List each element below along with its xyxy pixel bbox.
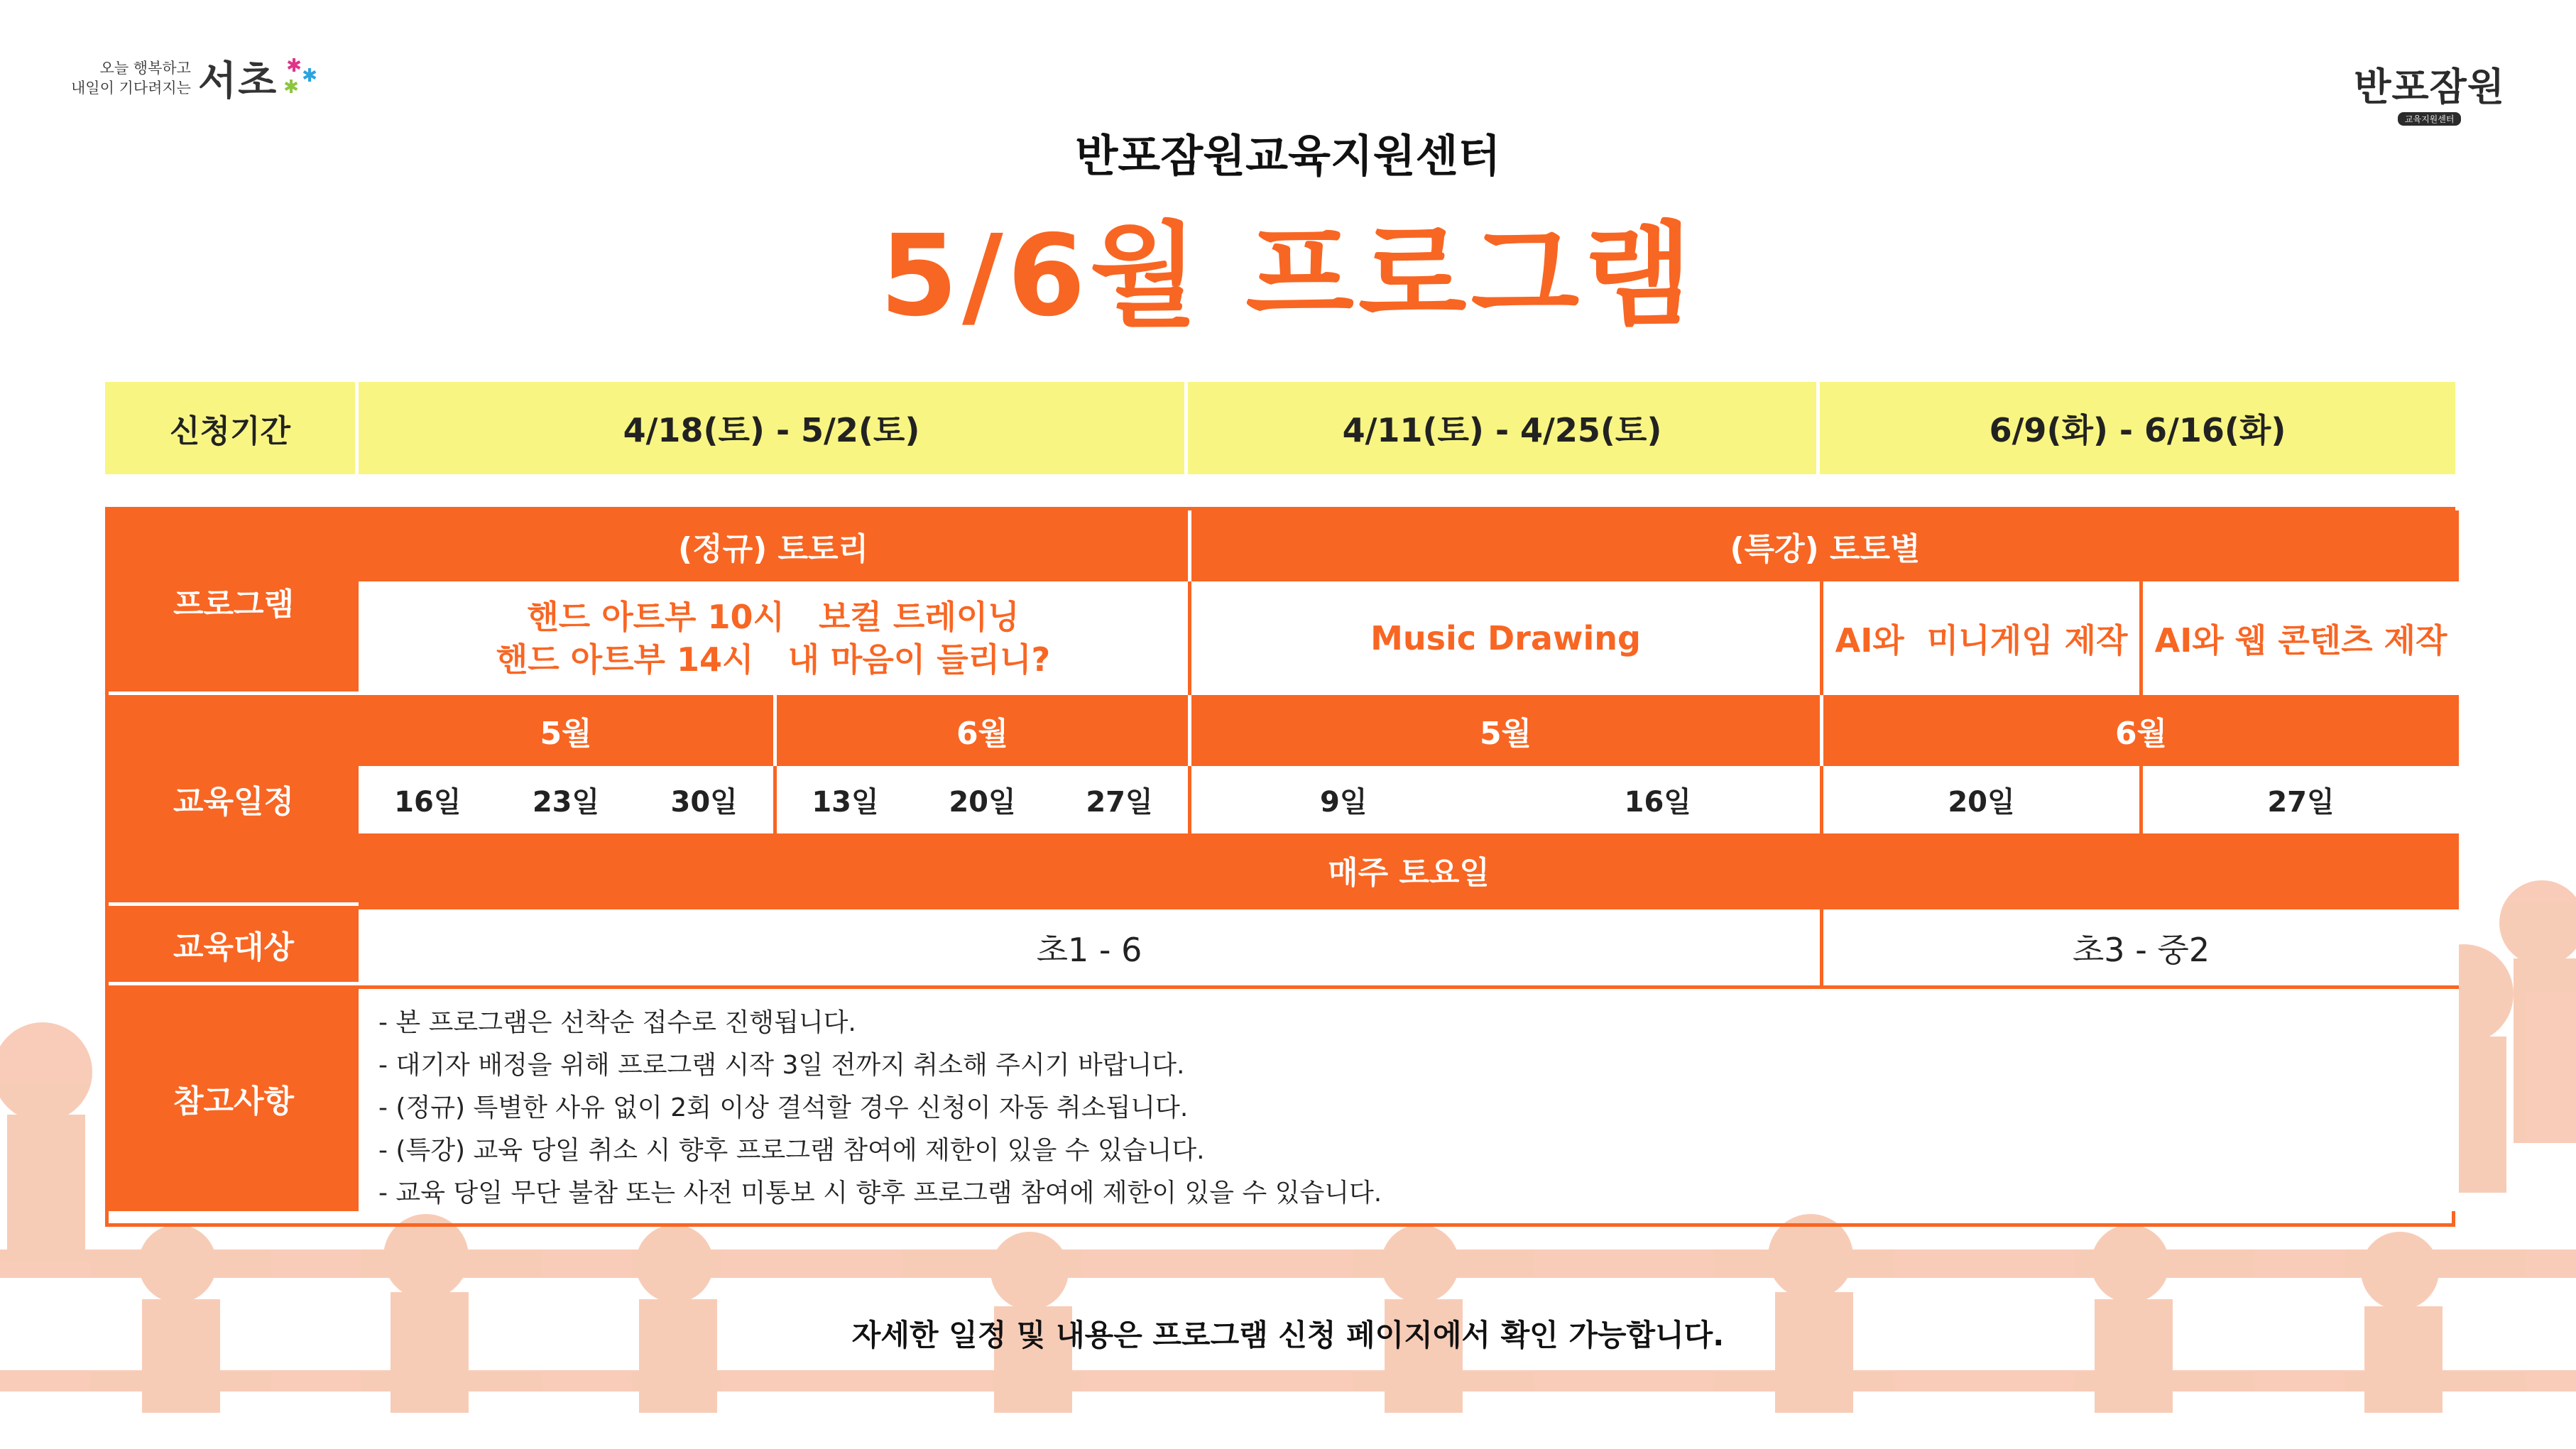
special-program-music-drawing: Music Drawing xyxy=(1188,581,1820,695)
program-label: 프로그램 xyxy=(109,510,359,695)
period-special-june: 6/9(화) - 6/16(화) xyxy=(1816,382,2455,474)
period-regular: 4/18(토) - 5/2(토) xyxy=(355,382,1184,474)
day-june-20: 20일 xyxy=(949,786,1016,819)
special-program-header: (특강) 토토별 xyxy=(1188,510,2459,581)
period-label: 신청기간 xyxy=(105,382,355,474)
note-item: - 교육 당일 무단 불참 또는 사전 미통보 시 향후 프로그램 참여에 제한이 있을 수 있습니다. xyxy=(378,1179,1382,1208)
banpo-jamwon-sub: 교육지원센터 xyxy=(2398,112,2462,126)
slogan-line-2: 내일이 기다려지는 xyxy=(71,80,191,97)
day-june-13: 13일 xyxy=(812,786,879,819)
slogan-line-1: 오늘 행복하고 xyxy=(99,60,191,77)
month-june-special: 6월 xyxy=(1820,695,2459,766)
seocho-logo xyxy=(71,50,323,106)
day-may-16-special: 16일 xyxy=(1624,786,1691,819)
day-may-16: 16일 xyxy=(394,786,462,819)
regular-program-line-2: 핸드 아트부 14시 내 마음이 들리니? xyxy=(496,640,1051,679)
june-special-day-20 xyxy=(1820,766,2139,833)
month-june-regular: 6월 xyxy=(773,695,1188,766)
regular-program-line-1: 핸드 아트부 10시 보컬 트레이닝 xyxy=(527,598,1020,636)
note-item: - (특강) 교육 당일 취소 시 향후 프로그램 참여에 제한이 있을 수 있습니다. xyxy=(378,1136,1205,1165)
note-item: - (정규) 특별한 사유 없이 2회 이상 결석할 경우 신청이 자동 취소됩니다. xyxy=(378,1093,1189,1122)
banpo-jamwon-brand: 반포잠원 xyxy=(2354,65,2505,109)
page-title: 5/6월 프로그램 xyxy=(880,211,1696,341)
organization-name: 반포잠원교육지원센터 xyxy=(1075,130,1501,182)
special-program-ai-web: AI와 웹 콘텐츠 제작 xyxy=(2139,581,2459,695)
period-special-may: 4/11(토) - 4/25(토) xyxy=(1184,382,1816,474)
note-item: - 대기자 배정을 위해 프로그램 시작 3일 전까지 취소해 주시기 바랍니다. xyxy=(378,1051,1185,1080)
regular-program-header: (정규) 토토리 xyxy=(359,510,1188,581)
note-item: - 본 프로그램은 선착순 접수로 진행됩니다. xyxy=(378,1008,856,1037)
footer-note: 자세한 일정 및 내용은 프로그램 신청 페이지에서 확인 가능합니다. xyxy=(851,1318,1725,1352)
june-regular-days xyxy=(773,766,1188,833)
may-special-days xyxy=(1188,766,1820,833)
month-may-regular: 5월 xyxy=(359,695,773,766)
june-special-day-27 xyxy=(2139,766,2459,833)
day-june-20-special: 20일 xyxy=(1948,786,2015,819)
month-may-special: 5월 xyxy=(1188,695,1820,766)
notes-label: 참고사항 xyxy=(109,985,359,1211)
day-june-27: 27일 xyxy=(1086,786,1153,819)
seocho-slogan xyxy=(71,58,191,98)
day-may-30: 30일 xyxy=(670,786,738,819)
application-period-row xyxy=(105,382,2455,474)
day-june-27-special: 27일 xyxy=(2267,786,2335,819)
star-icon: ✱ ✱ ✱ xyxy=(283,55,317,98)
regular-program-list xyxy=(359,581,1188,695)
schedule-label: 교육일정 xyxy=(109,695,359,906)
notes-list xyxy=(359,985,2459,1211)
target-regular: 초1 - 6 xyxy=(359,906,1820,985)
special-program-ai-minigame: AI와 미니게임 제작 xyxy=(1820,581,2139,695)
target-label: 교육대상 xyxy=(109,906,359,985)
seocho-brand: 서초 xyxy=(197,58,278,104)
banpo-jamwon-logo xyxy=(2354,57,2505,126)
day-may-23: 23일 xyxy=(532,786,600,819)
schedule-note-saturday: 매주 토요일 xyxy=(359,833,2459,906)
may-regular-days xyxy=(359,766,773,833)
target-special: 초3 - 중2 xyxy=(1820,906,2459,985)
day-may-9: 9일 xyxy=(1320,786,1368,819)
program-table xyxy=(105,507,2455,1227)
